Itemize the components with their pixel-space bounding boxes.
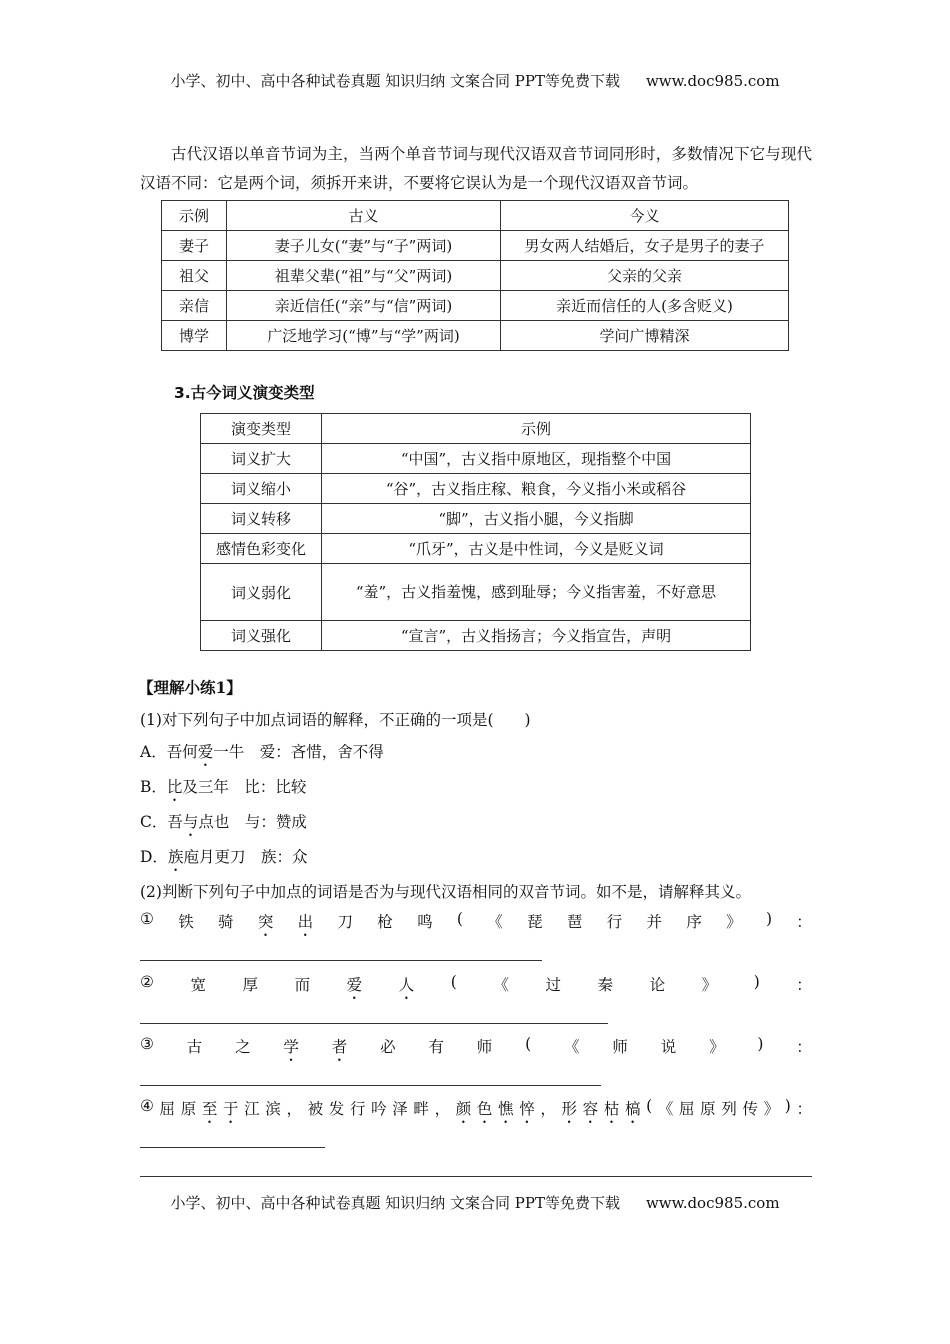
char: ( — [450, 973, 457, 991]
table-row — [162, 321, 789, 351]
char: 《 — [564, 1038, 580, 1056]
dotted-word: 爱 — [197, 743, 214, 761]
table-cell: “羞”，古义指羞愧，感到耻辱；今义指害羞，不好意思 — [322, 564, 751, 621]
header-text: 小学、初中、高中各种试卷真题 知识归纳 文案合同 PPT等免费下载 — [170, 72, 620, 90]
page-footer — [0, 1192, 950, 1213]
char: 而 — [294, 976, 311, 994]
table-cell: “中国”，古义指中原地区，现指整个中国 — [322, 444, 751, 474]
table-header: 古义 — [227, 201, 501, 231]
dotted-char: 于 — [223, 1100, 239, 1118]
char: 琵 — [527, 913, 543, 931]
char: 屈 — [159, 1100, 176, 1118]
table-cell: 祖父 — [162, 261, 227, 291]
question-2: (2)判断下列句子中加点的词语是否为与现代汉语相同的双音节词。如不是，请解释其义。 — [140, 883, 751, 901]
intro-paragraph: 古代汉语以单音节词为主，当两个单音节词与现代汉语双音节词同形时，多数情况下它与现代汉语不同：它是两个词，须拆开来讲，不要将它误认为是一个现代汉语双音节词。 — [140, 145, 812, 192]
table-row — [201, 474, 751, 504]
option-text: D． — [140, 848, 168, 866]
dotted-char: 学 — [283, 1038, 299, 1056]
char: 刀 — [337, 913, 353, 931]
option-b[interactable] — [140, 772, 306, 805]
table-cell: 男女两人结婚后，女子是男子的妻子 — [501, 231, 789, 261]
char: 秦 — [597, 976, 614, 994]
table-cell: 博学 — [162, 321, 227, 351]
section-title: 3.古今词义演变类型 — [174, 384, 315, 402]
table-cell: 词义扩大 — [201, 444, 322, 474]
table-cell: 妻子 — [162, 231, 227, 261]
table-cell: 祖辈父辈(“祖”与“父”两词) — [227, 261, 501, 291]
option-text: 点也 与：赞成 — [198, 813, 307, 831]
char: 泽 — [392, 1100, 408, 1118]
char: 宽 — [190, 976, 206, 994]
table-cell: “谷”，古义指庄稼、粮食，今义指小米或稻谷 — [322, 474, 751, 504]
dotted-char: 颜 — [455, 1100, 472, 1118]
table-cell: 亲近而信任的人(多含贬义) — [501, 291, 789, 321]
char: 过 — [545, 976, 561, 994]
table-row — [162, 291, 789, 321]
char: 传 — [742, 1100, 758, 1118]
char: ( — [525, 1035, 532, 1053]
char: ) — [784, 1097, 791, 1115]
char: 古 — [186, 1038, 203, 1056]
char: 被 — [307, 1100, 324, 1118]
char: 》 — [763, 1100, 780, 1118]
dotted-char: 容 — [582, 1100, 599, 1118]
table-cell: “爪牙”，古义是中性词，今义是贬义词 — [322, 534, 751, 564]
item-1-sentence — [140, 910, 812, 940]
char: 》 — [726, 913, 742, 931]
dotted-char: 枯 — [603, 1100, 620, 1118]
dotted-char: 憔 — [498, 1100, 514, 1118]
table-cell: 亲信 — [162, 291, 227, 321]
dotted-char: 出 — [297, 913, 314, 931]
dotted-char: 爱 — [346, 976, 363, 994]
table-row — [201, 444, 751, 474]
char: 滨 — [265, 1100, 281, 1118]
char: 行 — [349, 1100, 366, 1118]
char: ④ — [140, 1097, 154, 1115]
question-1: (1)对下列句子中加点词语的解释，不正确的一项是( ) — [140, 711, 531, 729]
char: 有 — [428, 1038, 444, 1056]
dotted-word: 族 — [167, 848, 184, 866]
char: ： — [796, 1100, 812, 1118]
table-cell: 亲近信任(“亲”与“信”两词) — [227, 291, 501, 321]
table-cell: 学问广博精深 — [501, 321, 789, 351]
dotted-char: 悴 — [519, 1100, 535, 1118]
evolution-types-table — [200, 413, 751, 651]
dotted-char: 人 — [398, 976, 415, 994]
option-text: A．吾何 — [140, 743, 198, 761]
table-row — [201, 621, 751, 651]
option-c[interactable] — [140, 807, 307, 840]
footer-text: 小学、初中、高中各种试卷真题 知识归纳 文案合同 PPT等免费下载 — [170, 1194, 620, 1212]
char: ， — [286, 1100, 302, 1118]
char: ， — [434, 1100, 451, 1118]
table-cell: 词义弱化 — [201, 564, 322, 621]
table-row — [162, 261, 789, 291]
footer-url[interactable]: www.doc985.com — [645, 1194, 780, 1212]
table-cell: “脚”，古义指小腿，今义指脚 — [322, 504, 751, 534]
ancient-modern-table — [161, 200, 789, 351]
char: 师 — [476, 1038, 493, 1056]
dotted-char: 突 — [257, 913, 274, 931]
char: ) — [753, 973, 760, 991]
char: ： — [796, 976, 812, 994]
answer-line-4[interactable] — [140, 1147, 325, 1148]
char: 原 — [180, 1100, 197, 1118]
table-cell: “宣言”，古义指扬言；今义指宣告，声明 — [322, 621, 751, 651]
char: 论 — [649, 976, 666, 994]
table-header: 示例 — [322, 414, 751, 444]
footer-divider — [140, 1176, 812, 1177]
dotted-word: 比 — [166, 778, 183, 796]
table-row — [201, 534, 751, 564]
option-a[interactable] — [140, 737, 384, 770]
item-4-sentence — [140, 1097, 812, 1127]
table-row — [201, 564, 751, 621]
char: 《 — [657, 1100, 674, 1118]
char: ， — [540, 1100, 556, 1118]
char: ① — [140, 910, 154, 928]
option-text: C．吾 — [140, 813, 183, 831]
answer-line-2[interactable] — [140, 1023, 608, 1024]
table-cell: 词义缩小 — [201, 474, 322, 504]
char: 并 — [646, 913, 663, 931]
table-header: 今义 — [501, 201, 789, 231]
char: 之 — [235, 1038, 251, 1056]
char: 《 — [493, 976, 509, 994]
table-header: 演变类型 — [201, 414, 322, 444]
char: ： — [796, 913, 812, 931]
table-cell: 感情色彩变化 — [201, 534, 322, 564]
char: 厚 — [242, 976, 259, 994]
table-cell: 词义强化 — [201, 621, 322, 651]
header-url[interactable]: www.doc985.com — [645, 72, 780, 90]
char: 骑 — [218, 913, 234, 931]
table-header: 示例 — [162, 201, 227, 231]
dotted-char: 槁 — [624, 1100, 641, 1118]
table-header-row — [162, 201, 789, 231]
answer-line-1[interactable] — [140, 960, 542, 961]
table-header-row — [201, 414, 751, 444]
char: 畔 — [413, 1100, 429, 1118]
option-text: B． — [140, 778, 167, 796]
char: ③ — [140, 1035, 154, 1053]
char: 《 — [487, 913, 503, 931]
char: 铁 — [178, 913, 194, 931]
char: 序 — [686, 913, 702, 931]
option-d[interactable] — [140, 842, 307, 875]
char: 枪 — [377, 913, 393, 931]
char: 发 — [328, 1100, 345, 1118]
char: ： — [796, 1038, 812, 1056]
dotted-char: 至 — [201, 1100, 218, 1118]
dotted-char: 者 — [331, 1038, 348, 1056]
char: ( — [646, 1097, 653, 1115]
char: 说 — [660, 1038, 677, 1056]
dotted-char: 色 — [476, 1100, 493, 1118]
table-cell: 父亲的父亲 — [501, 261, 789, 291]
table-cell: 词义转移 — [201, 504, 322, 534]
char: 琶 — [566, 913, 583, 931]
char: 鸣 — [417, 913, 433, 931]
dotted-char: 形 — [561, 1100, 578, 1118]
dotted-word: 与 — [182, 813, 199, 831]
char: ② — [140, 973, 154, 991]
table-row — [201, 504, 751, 534]
char: 》 — [701, 976, 718, 994]
item-3-sentence — [140, 1035, 812, 1065]
answer-line-3[interactable] — [140, 1085, 601, 1086]
char: 行 — [606, 913, 623, 931]
table-cell: 广泛地学习(“博”与“学”两词) — [227, 321, 501, 351]
table-row — [162, 231, 789, 261]
char: 原 — [700, 1100, 716, 1118]
char: ) — [765, 910, 772, 928]
char: ) — [757, 1035, 764, 1053]
char: ( — [456, 910, 463, 928]
char: 》 — [709, 1038, 725, 1056]
option-text: 庖月更刀 族：众 — [183, 848, 308, 866]
char: 江 — [244, 1100, 260, 1118]
item-2-sentence — [140, 973, 812, 1003]
char: 屈 — [679, 1100, 695, 1118]
char: 必 — [380, 1038, 396, 1056]
page-header — [0, 70, 950, 91]
option-text: 一牛 爱：吝惜，舍不得 — [213, 743, 384, 761]
practice-title: 【理解小练1】 — [138, 678, 242, 697]
char: 师 — [612, 1038, 628, 1056]
char: 列 — [721, 1100, 737, 1118]
char: 吟 — [371, 1100, 387, 1118]
table-cell: 妻子儿女(“妻”与“子”两词) — [227, 231, 501, 261]
option-text: 及三年 比：比较 — [182, 778, 307, 796]
